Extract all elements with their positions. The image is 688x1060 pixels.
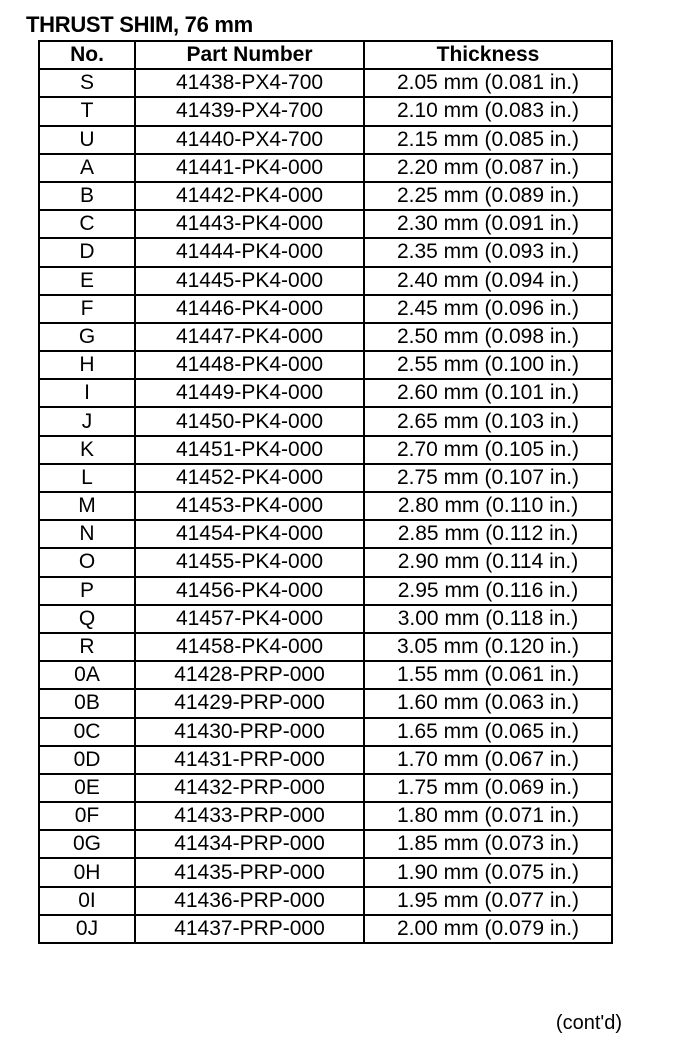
cell-part-number: 41457-PK4-000 (135, 605, 364, 633)
cell-thickness: 2.15 mm (0.085 in.) (364, 126, 612, 154)
thrust-shim-table (38, 40, 613, 944)
table-header-row (39, 41, 612, 69)
cell-part-number: 41450-PK4-000 (135, 407, 364, 435)
cell-part-number: 41432-PRP-000 (135, 774, 364, 802)
cell-part-number: 41451-PK4-000 (135, 436, 364, 464)
cell-no: R (39, 633, 135, 661)
cell-no: I (39, 379, 135, 407)
cell-part-number: 41436-PRP-000 (135, 887, 364, 915)
table-row (39, 633, 612, 661)
cell-no: K (39, 436, 135, 464)
cell-no: C (39, 210, 135, 238)
cell-part-number: 41443-PK4-000 (135, 210, 364, 238)
table-row (39, 238, 612, 266)
table-row (39, 492, 612, 520)
cell-no: 0C (39, 718, 135, 746)
table-row (39, 661, 612, 689)
cell-no: F (39, 295, 135, 323)
table-row (39, 436, 612, 464)
table-row (39, 464, 612, 492)
continued-note: (cont'd) (555, 1012, 622, 1034)
table-row (39, 379, 612, 407)
cell-thickness: 2.90 mm (0.114 in.) (364, 548, 612, 576)
cell-thickness: 2.95 mm (0.116 in.) (364, 577, 612, 605)
cell-thickness: 2.85 mm (0.112 in.) (364, 520, 612, 548)
cell-thickness: 1.90 mm (0.075 in.) (364, 858, 612, 886)
cell-part-number: 41455-PK4-000 (135, 548, 364, 576)
cell-part-number: 41429-PRP-000 (135, 689, 364, 717)
cell-thickness: 2.60 mm (0.101 in.) (364, 379, 612, 407)
cell-thickness: 1.80 mm (0.071 in.) (364, 802, 612, 830)
table-row (39, 689, 612, 717)
cell-part-number: 41433-PRP-000 (135, 802, 364, 830)
table-row (39, 154, 612, 182)
cell-no: A (39, 154, 135, 182)
cell-thickness: 2.05 mm (0.081 in.) (364, 69, 612, 97)
cell-no: 0I (39, 887, 135, 915)
cell-no: Q (39, 605, 135, 633)
cell-thickness: 1.95 mm (0.077 in.) (364, 887, 612, 915)
column-header-no: No. (39, 41, 135, 69)
cell-part-number: 41428-PRP-000 (135, 661, 364, 689)
column-header-thickness: Thickness (364, 41, 612, 69)
cell-thickness: 1.85 mm (0.073 in.) (364, 830, 612, 858)
cell-thickness: 1.70 mm (0.067 in.) (364, 746, 612, 774)
cell-no: 0J (39, 915, 135, 943)
cell-no: O (39, 548, 135, 576)
cell-thickness: 2.00 mm (0.079 in.) (364, 915, 612, 943)
cell-thickness: 2.10 mm (0.083 in.) (364, 97, 612, 125)
cell-part-number: 41449-PK4-000 (135, 379, 364, 407)
cell-no: U (39, 126, 135, 154)
cell-no: D (39, 238, 135, 266)
cell-part-number: 41438-PX4-700 (135, 69, 364, 97)
table-row (39, 97, 612, 125)
cell-no: 0B (39, 689, 135, 717)
cell-thickness: 2.30 mm (0.091 in.) (364, 210, 612, 238)
cell-thickness: 2.75 mm (0.107 in.) (364, 464, 612, 492)
cell-no: 0G (39, 830, 135, 858)
cell-no: H (39, 351, 135, 379)
cell-thickness: 2.80 mm (0.110 in.) (364, 492, 612, 520)
table-row (39, 210, 612, 238)
table-row (39, 182, 612, 210)
table-row (39, 718, 612, 746)
cell-no: B (39, 182, 135, 210)
cell-part-number: 41442-PK4-000 (135, 182, 364, 210)
table-row (39, 351, 612, 379)
cell-thickness: 2.40 mm (0.094 in.) (364, 267, 612, 295)
table-row (39, 915, 612, 943)
cell-part-number: 41437-PRP-000 (135, 915, 364, 943)
cell-no: M (39, 492, 135, 520)
table-row (39, 126, 612, 154)
table-row (39, 605, 612, 633)
cell-no: 0A (39, 661, 135, 689)
cell-thickness: 3.00 mm (0.118 in.) (364, 605, 612, 633)
cell-thickness: 2.25 mm (0.089 in.) (364, 182, 612, 210)
cell-no: P (39, 577, 135, 605)
cell-thickness: 2.50 mm (0.098 in.) (364, 323, 612, 351)
cell-part-number: 41430-PRP-000 (135, 718, 364, 746)
table-row (39, 520, 612, 548)
column-header-part-number: Part Number (135, 41, 364, 69)
cell-thickness: 2.55 mm (0.100 in.) (364, 351, 612, 379)
cell-no: T (39, 97, 135, 125)
cell-no: G (39, 323, 135, 351)
cell-thickness: 2.35 mm (0.093 in.) (364, 238, 612, 266)
cell-no: E (39, 267, 135, 295)
cell-part-number: 41456-PK4-000 (135, 577, 364, 605)
table-row (39, 887, 612, 915)
table-row (39, 295, 612, 323)
cell-no: L (39, 464, 135, 492)
table-row (39, 830, 612, 858)
cell-no: N (39, 520, 135, 548)
cell-no: 0E (39, 774, 135, 802)
table-row (39, 577, 612, 605)
cell-no: 0F (39, 802, 135, 830)
cell-thickness: 1.60 mm (0.063 in.) (364, 689, 612, 717)
table-row (39, 802, 612, 830)
cell-thickness: 2.65 mm (0.103 in.) (364, 407, 612, 435)
cell-no: S (39, 69, 135, 97)
table-row (39, 69, 612, 97)
cell-part-number: 41439-PX4-700 (135, 97, 364, 125)
cell-no: 0H (39, 858, 135, 886)
cell-thickness: 1.75 mm (0.069 in.) (364, 774, 612, 802)
cell-part-number: 41444-PK4-000 (135, 238, 364, 266)
table-row (39, 323, 612, 351)
cell-part-number: 41446-PK4-000 (135, 295, 364, 323)
cell-part-number: 41448-PK4-000 (135, 351, 364, 379)
cell-part-number: 41445-PK4-000 (135, 267, 364, 295)
cell-thickness: 1.55 mm (0.061 in.) (364, 661, 612, 689)
table-row (39, 267, 612, 295)
cell-part-number: 41454-PK4-000 (135, 520, 364, 548)
table-row (39, 858, 612, 886)
cell-part-number: 41434-PRP-000 (135, 830, 364, 858)
cell-part-number: 41458-PK4-000 (135, 633, 364, 661)
cell-part-number: 41435-PRP-000 (135, 858, 364, 886)
cell-thickness: 2.20 mm (0.087 in.) (364, 154, 612, 182)
cell-thickness: 1.65 mm (0.065 in.) (364, 718, 612, 746)
cell-part-number: 41441-PK4-000 (135, 154, 364, 182)
table-body (39, 69, 612, 943)
cell-thickness: 3.05 mm (0.120 in.) (364, 633, 612, 661)
table-row (39, 746, 612, 774)
cell-no: 0D (39, 746, 135, 774)
cell-part-number: 41452-PK4-000 (135, 464, 364, 492)
cell-thickness: 2.70 mm (0.105 in.) (364, 436, 612, 464)
cell-part-number: 41447-PK4-000 (135, 323, 364, 351)
cell-part-number: 41431-PRP-000 (135, 746, 364, 774)
cell-no: J (39, 407, 135, 435)
table-row (39, 774, 612, 802)
cell-part-number: 41453-PK4-000 (135, 492, 364, 520)
table-row (39, 548, 612, 576)
cell-thickness: 2.45 mm (0.096 in.) (364, 295, 612, 323)
page-title: THRUST SHIM, 76 mm (26, 12, 253, 37)
cell-part-number: 41440-PX4-700 (135, 126, 364, 154)
table-row (39, 407, 612, 435)
